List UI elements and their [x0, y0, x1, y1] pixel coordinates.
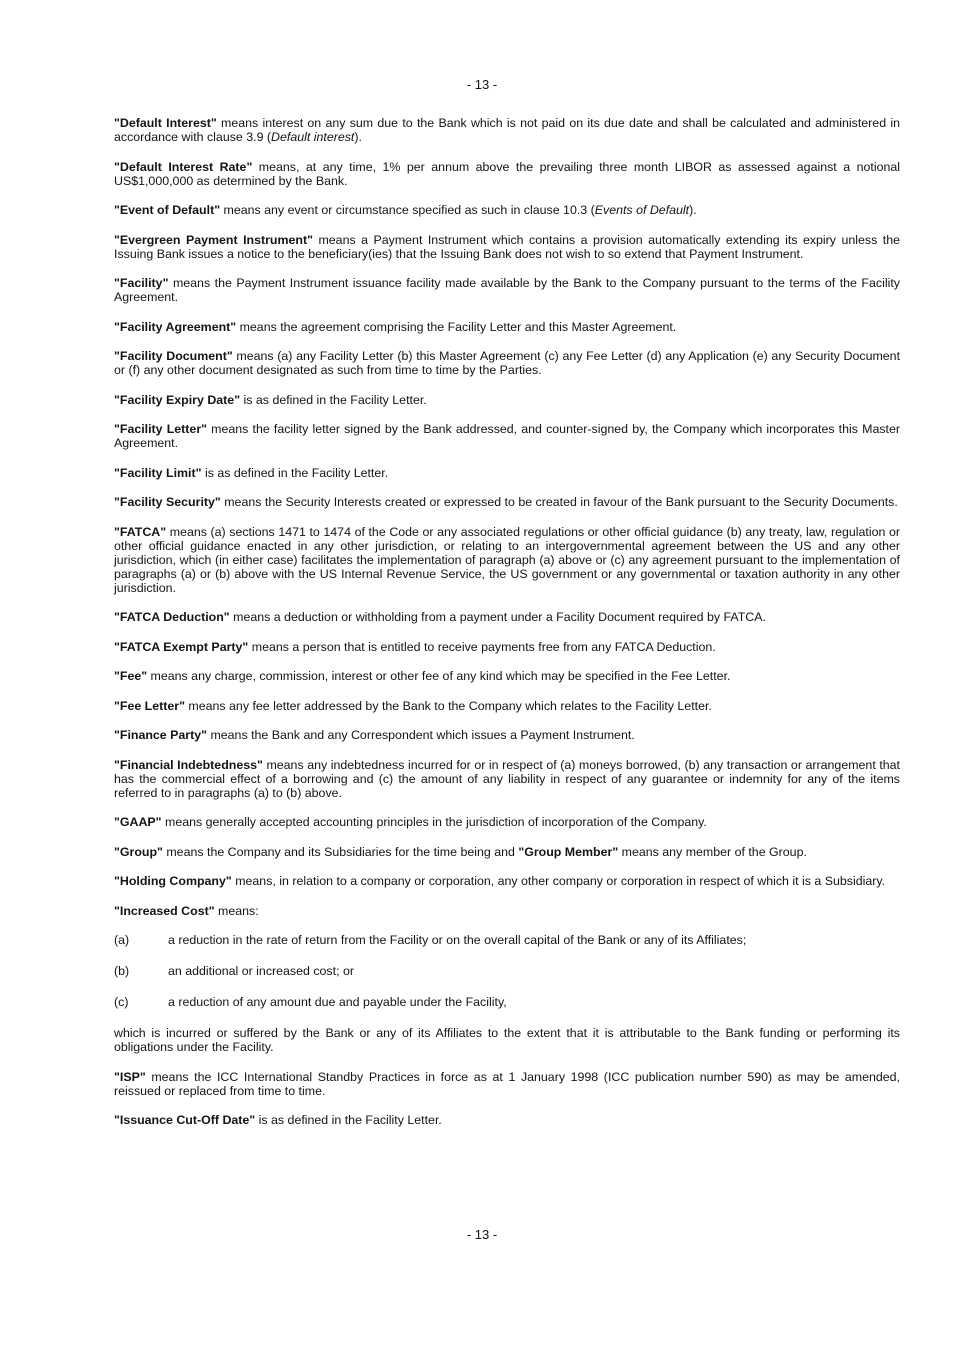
definition-term: "Fee Letter": [114, 698, 185, 713]
definition-entry: [114, 393, 900, 407]
definition-term: "Issuance Cut-Off Date": [114, 1113, 256, 1127]
definition-term: "Facility Document": [114, 349, 233, 363]
definition-text: means any charge, commission, interest or other fee of any kind which may be specified in the Fee Letter.: [147, 669, 731, 683]
definition-entry: [114, 349, 900, 377]
definition-term: "FATCA Exempt Party": [114, 639, 249, 654]
definition-term: "Facility Expiry Date": [114, 392, 241, 407]
definition-entry: [114, 233, 900, 261]
definition-entry: [114, 203, 900, 217]
list-item: [114, 995, 900, 1009]
definition-term: "Default Interest": [114, 116, 217, 130]
definition-text: means any event or circumstance specified as such in clause 10.3 (: [220, 203, 595, 217]
definition-text: means interest on any sum due to the Bank which is not paid on its due date and shall be calculated and administered in accordance with clause 3.9 (: [114, 116, 900, 144]
definition-text-end: ).: [354, 130, 362, 144]
list-item: [114, 933, 900, 947]
definition-text: means (a) any Facility Letter (b) this Master Agreement (c) any Fee Letter (d) any Application (e) any Security Document or (f) any other document designated as such from time to time by the Parties.: [114, 349, 901, 377]
definition-group: [114, 845, 900, 859]
definition-entry: [114, 640, 900, 654]
definition-holding-company: [114, 874, 900, 888]
definition-term: "Holding Company": [114, 874, 232, 888]
definition-entry: [114, 160, 900, 188]
definition-text: means the Bank and any Correspondent which issues a Payment Instrument.: [207, 728, 635, 742]
definition-entry: [114, 466, 900, 480]
definition-entry: [114, 422, 900, 450]
definitions-list: [114, 116, 900, 829]
page-number-bottom: - 13 -: [466, 1227, 498, 1242]
clause-reference: Events of Default: [594, 203, 690, 217]
definition-entry: [114, 525, 900, 595]
definitions-body: [114, 116, 900, 1143]
definition-text: means, in relation to a company or corporation, any other company or corporation in respect of which it is a Subsidiary.: [231, 874, 886, 888]
definition-entry: [114, 728, 900, 742]
definition-text: means, at any time, 1% per annum above the prevailing three month LIBOR as assessed against a notional US$1,000,000 as determined by the Bank.: [114, 159, 901, 188]
definition-text: means the agreement comprising the Facility Letter and this Master Agreement.: [236, 319, 677, 334]
definition-entry: [114, 699, 900, 713]
definition-term: "GAAP": [114, 815, 162, 829]
definition-term: "FATCA": [114, 524, 167, 539]
definition-term: "Facility Letter": [114, 422, 208, 436]
definition-text: means any fee letter addressed by the Bank to the Company which relates to the Facility Letter.: [184, 698, 712, 713]
definition-term: "Group": [114, 844, 163, 859]
definition-term: "Group Member": [518, 844, 619, 859]
definition-term: "Facility Limit": [114, 465, 202, 480]
definition-text: means the Company and its Subsidiaries for the time being and: [162, 844, 519, 859]
list-item-label: (b): [114, 964, 130, 978]
definition-entry: [114, 116, 900, 144]
definition-term: "FATCA Deduction": [114, 610, 230, 624]
definition-entry: [114, 758, 900, 800]
definition-term: "Default Interest Rate": [114, 159, 253, 174]
list-item-text: a reduction in the rate of return from the Facility or on the overall capital of the Bank or any of its Affiliates;: [168, 933, 747, 947]
page-number-top: - 13 -: [466, 77, 498, 92]
definition-isp: [114, 1070, 900, 1098]
definition-term: "Facility Security": [114, 495, 221, 509]
definition-term: "Finance Party": [114, 728, 208, 742]
definition-text: means the facility letter signed by the Bank addressed, and counter-signed by, the Company which incorporates this Master Agreement.: [114, 422, 900, 450]
definition-text: means a person that is entitled to receive payments free from any FATCA Deduction.: [248, 639, 716, 654]
definition-entry: [114, 610, 900, 624]
definition-text: means generally accepted accounting principles in the jurisdiction of incorporation of the Company.: [161, 815, 707, 829]
list-item-label: (c): [114, 995, 129, 1009]
definition-text: means the Payment Instrument issuance facility made available by the Bank to the Company pursuant to the terms of the Facility Agreement.: [114, 276, 900, 304]
definition-term: "Event of Default": [114, 203, 221, 217]
definition-text: means:: [214, 903, 259, 918]
definition-issuance-cut-off-date: [114, 1113, 900, 1127]
definition-text: means any member of the Group.: [618, 844, 807, 859]
definition-text-end: ).: [689, 203, 697, 217]
list-item-text: an additional or increased cost; or: [168, 964, 354, 978]
definition-text: is as defined in the Facility Letter.: [240, 392, 427, 407]
definition-entry: [114, 276, 900, 304]
definition-text: means a deduction or withholding from a payment under a Facility Document required by FATCA.: [229, 610, 766, 624]
definition-text: means a Payment Instrument which contains a provision automatically extending its expiry unless the Issuing Bank issues a notice to the beneficiary(ies) that the Issuing Bank does not wish to so extend that Payment Instrument.: [114, 232, 900, 261]
definition-increased-cost: [114, 904, 900, 918]
definition-entry: [114, 815, 900, 829]
definition-text: means the ICC International Standby Practices in force as at 1 January 1998 (ICC publication number 590) as may be amended, reissued or replaced from time to time.: [114, 1069, 900, 1098]
definition-text: means the Security Interests created or expressed to be created in favour of the Bank pursuant to the Security Documents.: [220, 495, 898, 509]
list-item-text: a reduction of any amount due and payable under the Facility,: [168, 995, 507, 1009]
definition-term: "Facility": [114, 276, 169, 290]
definition-term: "Financial Indebtedness": [114, 757, 263, 772]
definition-entry: [114, 669, 900, 683]
increased-cost-continuation: which is incurred or suffered by the Bank or any of its Affiliates to the extent that it is attributable to the Bank funding or performing its obligations under the Facility.: [114, 1026, 900, 1054]
definition-entry: [114, 495, 900, 509]
definition-text: is as defined in the Facility Letter.: [255, 1113, 442, 1127]
definition-entry: [114, 320, 900, 334]
definition-term: "Evergreen Payment Instrument": [114, 232, 313, 247]
definition-text: means (a) sections 1471 to 1474 of the Code or any associated regulations or other official guidance (b) any treaty, law, regulation or other official guidance enacted in any other jurisdiction, or relating to an intergovernmental agreement between the US and any other jurisdiction, which (in either case) facilitates the implementation of paragraph (a) above or (c) any agreement pursuant to the implementation of paragraphs (a) or (b) above with the US Internal Revenue Service, the US government or any governmental or taxation authority in any other jurisdiction.: [114, 524, 900, 595]
list-item: [114, 964, 900, 978]
definition-term: "Fee": [114, 669, 148, 683]
definition-text: means any indebtedness incurred for or in respect of (a) moneys borrowed, (b) any transaction or arrangement that has the commercial effect of a borrowing and (c) the amount of any liability in respect of any guarantee or indemnity for any of the items referred to in paragraphs (a) to (b) above.: [114, 757, 900, 800]
definition-term: "Increased Cost": [114, 903, 215, 918]
clause-reference: Default interest: [271, 130, 355, 144]
list-item-label: (a): [114, 933, 130, 947]
definition-text: is as defined in the Facility Letter.: [201, 465, 389, 480]
definition-term: "Facility Agreement": [114, 319, 237, 334]
definition-term: "ISP": [114, 1069, 146, 1084]
